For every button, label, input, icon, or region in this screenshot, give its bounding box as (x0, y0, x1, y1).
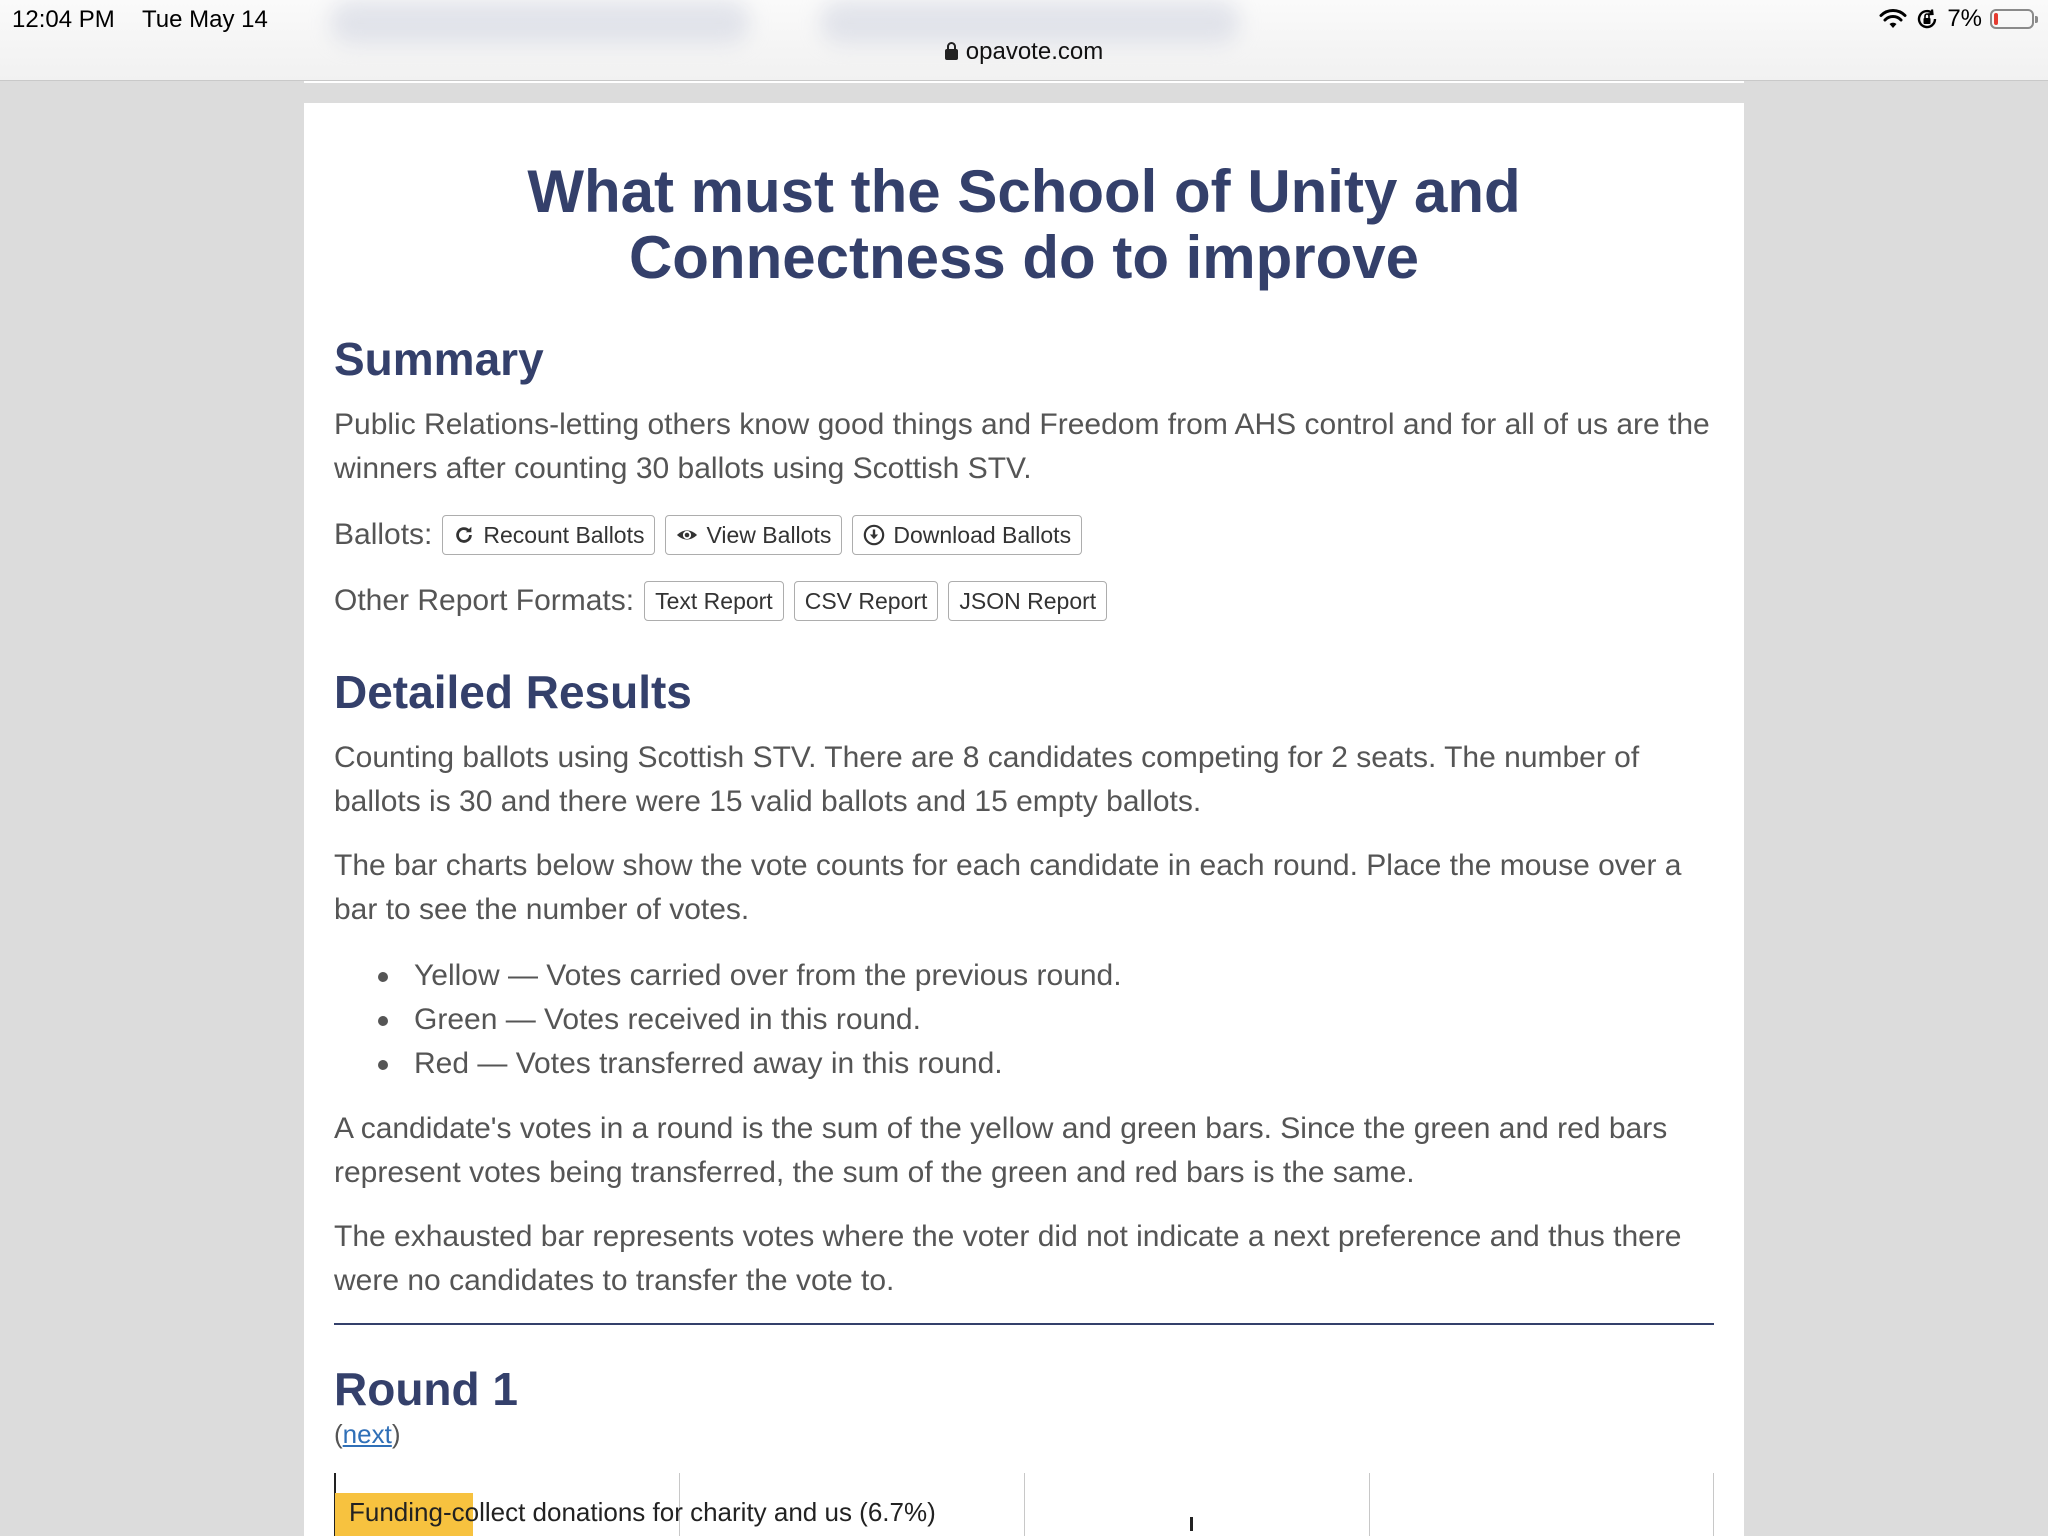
url-text: opavote.com (965, 38, 1104, 65)
recount-ballots-button[interactable] (442, 515, 655, 555)
download-ballots-button[interactable] (852, 515, 1082, 555)
color-legend (334, 954, 1122, 1086)
status-bar (0, 0, 2048, 81)
candidate-label: Funding-collect donations for charity and us (6.7%) (349, 1497, 936, 1527)
summary-text: Public Relations-letting others know good things and Freedom from AHS control and for all of us are the winners after counting 30 ballots using Scottish STV. (334, 408, 1710, 485)
summary-heading: Summary (334, 333, 544, 385)
report-formats-row (334, 581, 1107, 621)
ballots-label: Ballots: (334, 518, 433, 551)
bar-chart-explanation: The bar charts below show the vote counts for each candidate in each round. Place the mouse over a bar to see the number of votes. (334, 849, 1682, 926)
round-navigation (334, 1419, 401, 1450)
next-round-link[interactable]: next (342, 1419, 392, 1449)
status-date: Tue May 14 (142, 6, 268, 33)
status-indicators (1879, 5, 2034, 33)
refresh-icon (453, 524, 475, 546)
votes-sum-explanation: A candidate's votes in a round is the sum of the yellow and green bars. Since the green and red bars represent votes being transferred, the sum of the green and red bars is the same. (334, 1112, 1668, 1189)
status-time: 12:04 PM (12, 6, 115, 33)
open-paren: ( (334, 1419, 343, 1449)
view-ballots-button[interactable] (665, 515, 842, 555)
address-bar[interactable] (0, 38, 2048, 66)
round-1-bar-chart (334, 1473, 1714, 1536)
eye-icon (676, 524, 698, 546)
recount-ballots-label: Recount Ballots (483, 521, 645, 548)
round-heading: Round 1 (334, 1363, 518, 1415)
chart-gridline (1713, 1473, 1714, 1536)
report-formats-label: Other Report Formats: (334, 584, 635, 617)
json-report-button[interactable]: JSON Report (948, 581, 1107, 621)
chart-tick-mark (1190, 1517, 1193, 1531)
detailed-results-intro: Counting ballots using Scottish STV. There are 8 candidates competing for 2 seats. The number of ballots is 30 and there were 15 valid ballots and 15 empty ballots. (334, 741, 1640, 818)
close-paren: ) (391, 1419, 401, 1449)
exhausted-explanation: The exhausted bar represents votes where the voter did not indicate a next preference and thus there were no candidates to transfer the vote to. (334, 1220, 1682, 1297)
download-ballots-label: Download Ballots (893, 521, 1072, 548)
view-ballots-label: View Ballots (706, 521, 832, 548)
chart-gridline (1024, 1473, 1025, 1536)
text-report-button[interactable]: Text Report (644, 581, 784, 621)
lock-icon (945, 49, 958, 60)
detailed-results-heading: Detailed Results (334, 666, 692, 718)
battery-percent: 7% (1947, 5, 1982, 32)
page-title: What must the School of Unity and Connectness do to improve (527, 158, 1521, 291)
battery-level (1994, 13, 1998, 25)
chart-gridline (1369, 1473, 1370, 1536)
legend-item-yellow: Yellow — Votes carried over from the previous round. (334, 954, 1122, 998)
download-icon (863, 524, 885, 546)
page-top-strip (304, 81, 1744, 83)
csv-report-button[interactable]: CSV Report (794, 581, 939, 621)
battery-icon (1990, 9, 2034, 29)
legend-item-red: Red — Votes transferred away in this round. (334, 1042, 1122, 1086)
ballots-row (334, 515, 1082, 555)
section-divider (334, 1323, 1714, 1325)
rotation-lock-icon (1915, 7, 1939, 31)
report-page (304, 103, 1744, 1536)
wifi-icon (1879, 8, 1907, 30)
legend-item-green: Green — Votes received in this round. (334, 998, 1122, 1042)
